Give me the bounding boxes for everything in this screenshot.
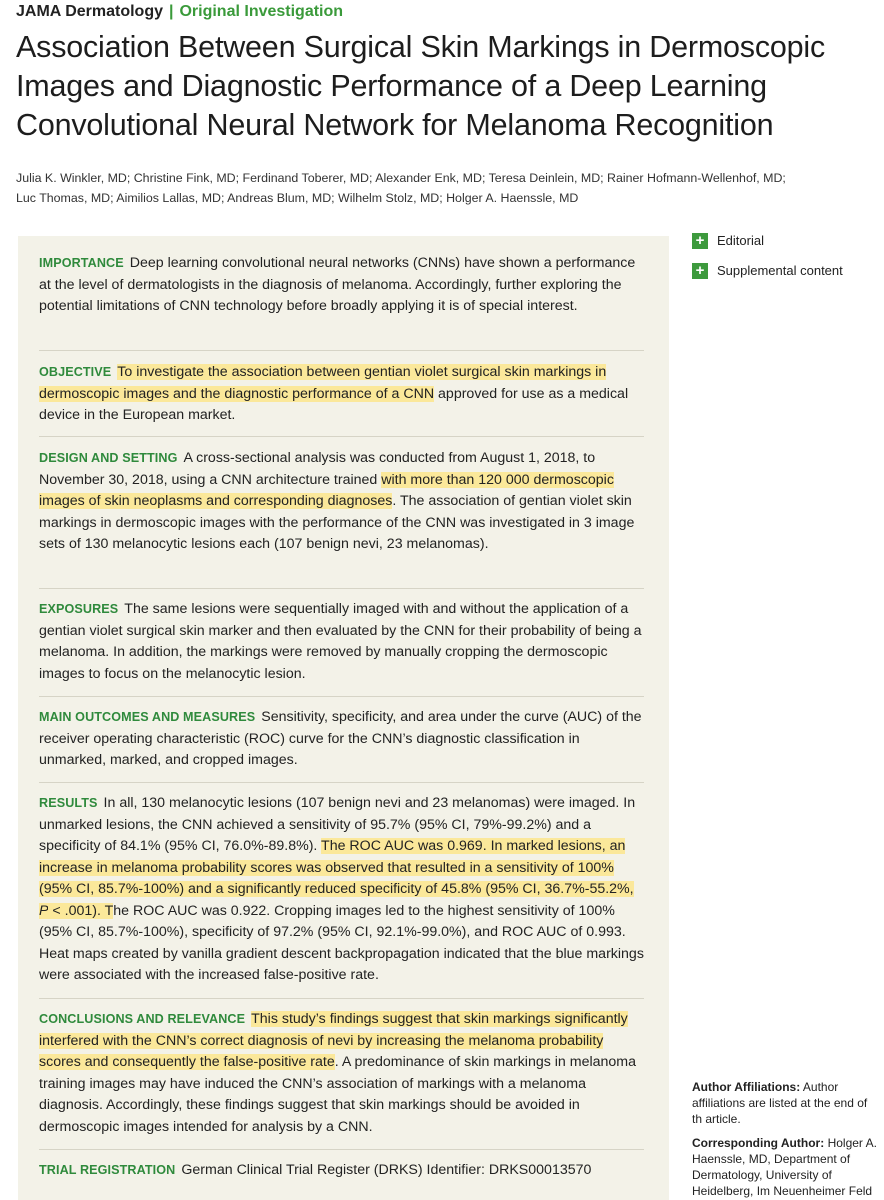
section-divider <box>39 998 644 999</box>
design-label: DESIGN AND SETTING <box>39 451 178 465</box>
objective-label: OBJECTIVE <box>39 365 112 379</box>
affiliations-text: Author affiliations are listed at the end of th article. <box>692 1080 868 1126</box>
section-divider <box>39 588 644 589</box>
abstract-trial <box>39 1160 644 1182</box>
outcomes-text: Sensitivity, specificity, and area under the curve (AUC) of the receiver operating characteristic (ROC) curve for the CNN’s diagnostic classification in unmarked, marked, and cropped images. <box>39 709 642 768</box>
exposures-label: EXPOSURES <box>39 602 119 616</box>
article-title: Association Between Surgical Skin Markings in Dermoscopic Images and Diagnostic Performance of a Deep Learning Convolutional Neural Network for Melanoma Recognition <box>16 30 826 142</box>
section-divider <box>39 782 644 783</box>
outcomes-label: MAIN OUTCOMES AND MEASURES <box>39 710 256 724</box>
design-text-2: . The association of gentian violet skin markings in dermoscopic images with the performance of the CNN was investigated in 3 image sets of 130 melanocytic lesions each (107 benign nevi, 23 melanomas). <box>39 493 635 552</box>
supplemental-label: Supplemental content <box>717 263 843 278</box>
conclusions-highlight: This study’s findings suggest that skin markings significantly interfered with the CNN’s correct diagnosis of nevi by increasing the melanoma probability scores and consequently the false-positive rate <box>39 1011 628 1070</box>
section-divider <box>39 1149 644 1150</box>
results-text-1: In all, 130 melanocytic lesions (107 benign nevi and 23 melanomas) were imaged. In unmarked lesions, the CNN achieved a sensitivity of 95.7% (95% CI, 79%-99.2%) and a specificity of 84.1% (95% CI, 76.0%-89.8%). <box>39 795 636 854</box>
design-highlight: with more than 120 000 dermoscopic images of skin neoplasms and corresponding diagnoses <box>39 471 614 509</box>
supplemental-content-link[interactable] <box>692 262 843 280</box>
results-text-2: he ROC AUC was 0.922. Cropping images led to the highest sensitivity of 100% (95% CI, 85.7%-100%), specificity of 97.2% (95% CI, 92.1%-99.0%), and ROC AUC of 0.993. Heat maps created by vanilla gradient descent backpropagation indicated that the blue markings were associated with the increased false-positive rate. <box>39 902 644 983</box>
conclusions-label: CONCLUSIONS AND RELEVANCE <box>39 1012 246 1026</box>
article-type: Original Investigation <box>179 3 344 20</box>
authors-line-2: Luc Thomas, MD; Aimilios Lallas, MD; Andreas Blum, MD; Wilhelm Stolz, MD; Holger A. Haenssle, MD <box>16 191 579 205</box>
results-p-value: P <box>39 902 49 919</box>
corresponding-author <box>692 1135 880 1199</box>
corresponding-label: Corresponding Author: <box>692 1136 825 1150</box>
trial-label: TRIAL REGISTRATION <box>39 1163 176 1177</box>
header-separator: | <box>168 3 174 20</box>
abstract-conclusions <box>39 1009 644 1138</box>
objective-text: approved for use as a medical device in the European market. <box>39 385 629 423</box>
plus-icon: + <box>692 263 708 279</box>
author-list <box>16 168 876 208</box>
journal-header <box>16 2 343 22</box>
editorial-label: Editorial <box>717 233 764 248</box>
editorial-link[interactable] <box>692 232 764 250</box>
section-divider <box>39 696 644 697</box>
results-highlight-1: The ROC AUC was 0.969. In marked lesions, an increase in melanoma probability scores was observed that resulted in a sensitivity of 100% (95% CI, 85.7%-100%) and a significantly reduced specificity of 45.8% (95% CI, 36.7%-55.2%, <box>39 838 634 897</box>
abstract-results <box>39 793 644 987</box>
exposures-text: The same lesions were sequentially imaged with and without the application of a gentian violet surgical skin marker and then evaluated by the CNN for their probability of being a melanoma. In addition, the markings were removed by manually cropping the dermoscopic images to focus on the melanocytic lesion. <box>39 601 642 682</box>
affiliations-label: Author Affiliations: <box>692 1080 801 1094</box>
corresponding-text: Holger A. Haenssle, MD, Department of Dermatology, University of Heidelberg, Im Neuenheimer Feld <box>692 1136 877 1198</box>
abstract-outcomes <box>39 707 644 772</box>
abstract-objective <box>39 362 644 427</box>
journal-name[interactable]: JAMA Dermatology <box>16 3 163 20</box>
results-label: RESULTS <box>39 796 98 810</box>
abstract-design <box>39 448 644 556</box>
importance-text: Deep learning convolutional neural networks (CNNs) have shown a performance at the level of dermatologists in the diagnosis of melanoma. Accordingly, further exploring the potential limitations of CNN technology before broadly applying it is of special interest. <box>39 255 636 314</box>
abstract-importance <box>39 253 644 318</box>
results-highlight-2: < .001). T <box>48 902 114 919</box>
conclusions-text: . A predominance of skin markings in melanoma training images may have induced the CNN’s association of markings with a melanoma diagnosis. Accordingly, these findings suggest that skin markings should be avoided in dermoscopic images intended for analysis by a CNN. <box>39 1054 636 1135</box>
trial-text: German Clinical Trial Register (DRKS) Identifier: DRKS00013570 <box>181 1162 592 1178</box>
section-divider <box>39 436 644 437</box>
design-text-1: A cross-sectional analysis was conducted from August 1, 2018, to November 30, 2018, using a CNN architecture trained <box>39 450 596 488</box>
abstract-exposures <box>39 599 644 685</box>
abstract-box <box>18 236 669 1200</box>
plus-icon: + <box>692 233 708 249</box>
objective-highlight: To investigate the association between gentian violet surgical skin markings in dermoscopic images and the diagnostic performance of a CNN <box>39 364 607 402</box>
importance-label: IMPORTANCE <box>39 256 124 270</box>
authors-line-1: Julia K. Winkler, MD; Christine Fink, MD; Ferdinand Toberer, MD; Alexander Enk, MD; Teresa Deinlein, MD; Rainer Hofmann-Wellenhof, MD; <box>16 171 786 185</box>
section-divider <box>39 350 644 351</box>
author-affiliations <box>692 1079 880 1127</box>
